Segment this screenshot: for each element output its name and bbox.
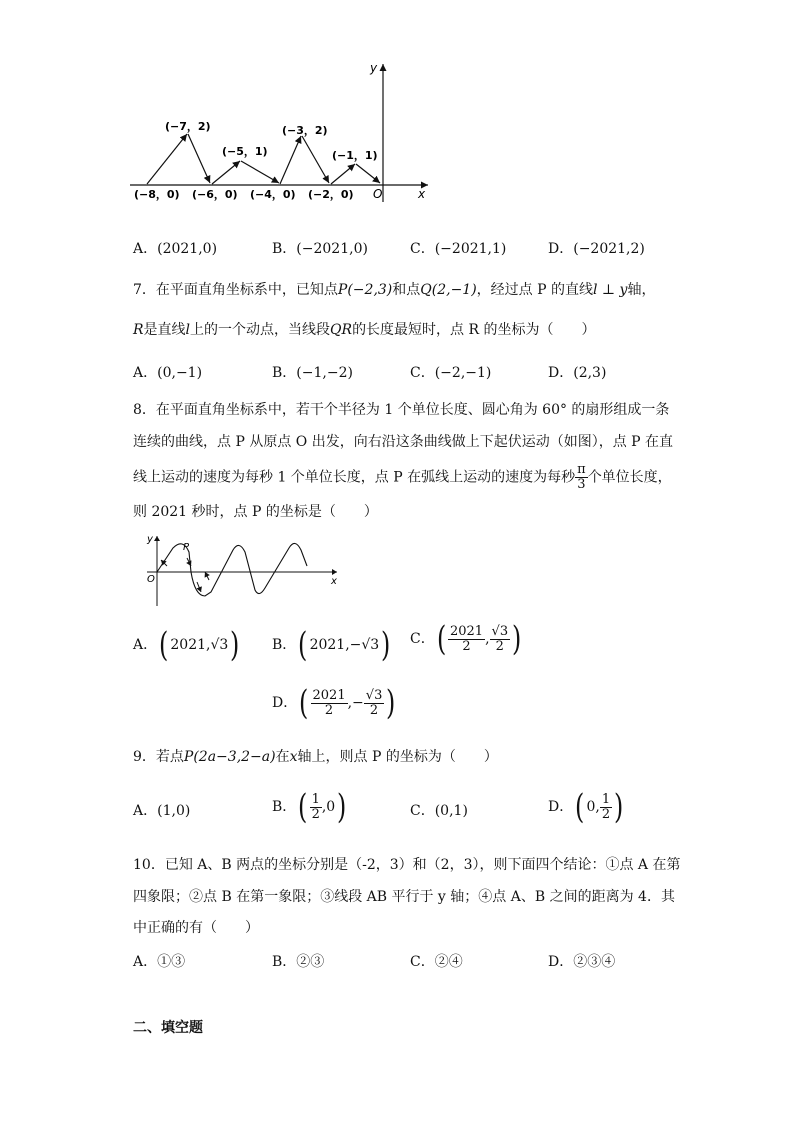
- point-label: (−1，1): [332, 149, 378, 162]
- curve-figure: [143, 530, 343, 610]
- x-axis-label: x: [331, 576, 337, 587]
- q8-line-1: 8．在平面直角坐标系中，若干个半径为 1 个单位长度、圆心角为 60° 的扇形组成一条: [133, 402, 670, 418]
- q8-option-d[interactable]: D．( $\frac{2021}{2}$ ,− $\frac{√3}{2}$ ): [272, 683, 396, 723]
- q8-line-3: 线上运动的速度为每秒 1 个单位长度，点 P 在弧线上运动的速度为每秒 $\frac{\pi}{3}$ 个单位长度，: [133, 462, 672, 492]
- q6-option-c[interactable]: C．(−2021,1): [410, 241, 507, 257]
- x-axis-label: x: [418, 187, 426, 201]
- q10-line-1: 10．已知 A、B 两点的坐标分别是（-2，3）和（2，3），则下面四个结论：①点 A 在第: [133, 857, 681, 873]
- q7-option-d[interactable]: D．(2,3): [548, 365, 607, 381]
- q7-line-2: R是直线l上的一个动点，当线段QR的长度最短时，点 R 的坐标为（ ）: [133, 322, 596, 338]
- q8-line-2: 连续的曲线，点 P 从原点 O 出发，向右沿这条曲线做上下起伏运动（如图），点 P 在直: [133, 434, 674, 450]
- point-label: (−7，2): [165, 120, 211, 133]
- point-label: (−5，1): [222, 145, 268, 158]
- y-axis-label: y: [370, 61, 378, 75]
- zigzag-figure: [130, 60, 440, 205]
- q9-line: 9．若点P(2a−3,2−a)在x轴上，则点 P 的坐标为（ ）: [133, 749, 498, 765]
- point-label: (−3，2): [282, 124, 328, 137]
- q6-option-d[interactable]: D．(−2021,2): [548, 241, 645, 257]
- q10-option-b[interactable]: B．②③: [272, 954, 325, 970]
- q9-option-d[interactable]: D．( 0, $\frac{1}{2}$ ): [548, 787, 624, 827]
- section-title: 二、填空题: [133, 1020, 203, 1036]
- point-label: (−8，0): [134, 188, 180, 201]
- q8-option-c[interactable]: C．( $\frac{2021}{2}$ , $\frac{√3}{2}$ ): [410, 619, 522, 659]
- point-label: (−2，0): [308, 188, 354, 201]
- q10-option-d[interactable]: D．②③④: [548, 954, 616, 970]
- q10-line-2: 四象限；②点 B 在第一象限；③线段 AB 平行于 y 轴；④点 A、B 之间的距离为 4．其: [133, 889, 675, 905]
- point-label: (−4，0): [250, 188, 296, 201]
- origin-label: O: [147, 574, 155, 585]
- q9-option-a[interactable]: A．(1,0): [133, 803, 191, 819]
- q10-option-a[interactable]: A．①③: [133, 954, 186, 970]
- q6-option-b[interactable]: B．(−2021,0): [272, 241, 368, 257]
- q9-option-b[interactable]: B．( $\frac{1}{2}$ ,0): [272, 787, 347, 827]
- q7-line-1: 7．在平面直角坐标系中，已知点P(−2,3)和点Q(2,−1)，经过点 P 的直线l ⊥ y轴，: [133, 282, 656, 298]
- q7-option-a[interactable]: A．(0,−1): [133, 365, 203, 381]
- y-axis-label: y: [147, 534, 153, 545]
- point-p-label: P: [183, 542, 190, 553]
- q9-option-c[interactable]: C．(0,1): [410, 803, 468, 819]
- q7-option-c[interactable]: C．(−2,−1): [410, 365, 492, 381]
- origin-label: O: [373, 187, 383, 201]
- q8-option-b[interactable]: B．( 2021,−√3): [272, 625, 391, 665]
- q10-option-c[interactable]: C．②④: [410, 954, 463, 970]
- q7-option-b[interactable]: B．(−1,−2): [272, 365, 353, 381]
- q8-option-a[interactable]: A．( 2021,√3): [133, 625, 240, 665]
- q8-line-4: 则 2021 秒时，点 P 的坐标是（ ）: [133, 504, 378, 520]
- point-label: (−6，0): [192, 188, 238, 201]
- q10-line-3: 中正确的有（ ）: [133, 920, 259, 936]
- q6-option-a[interactable]: A．(2021,0): [133, 241, 218, 257]
